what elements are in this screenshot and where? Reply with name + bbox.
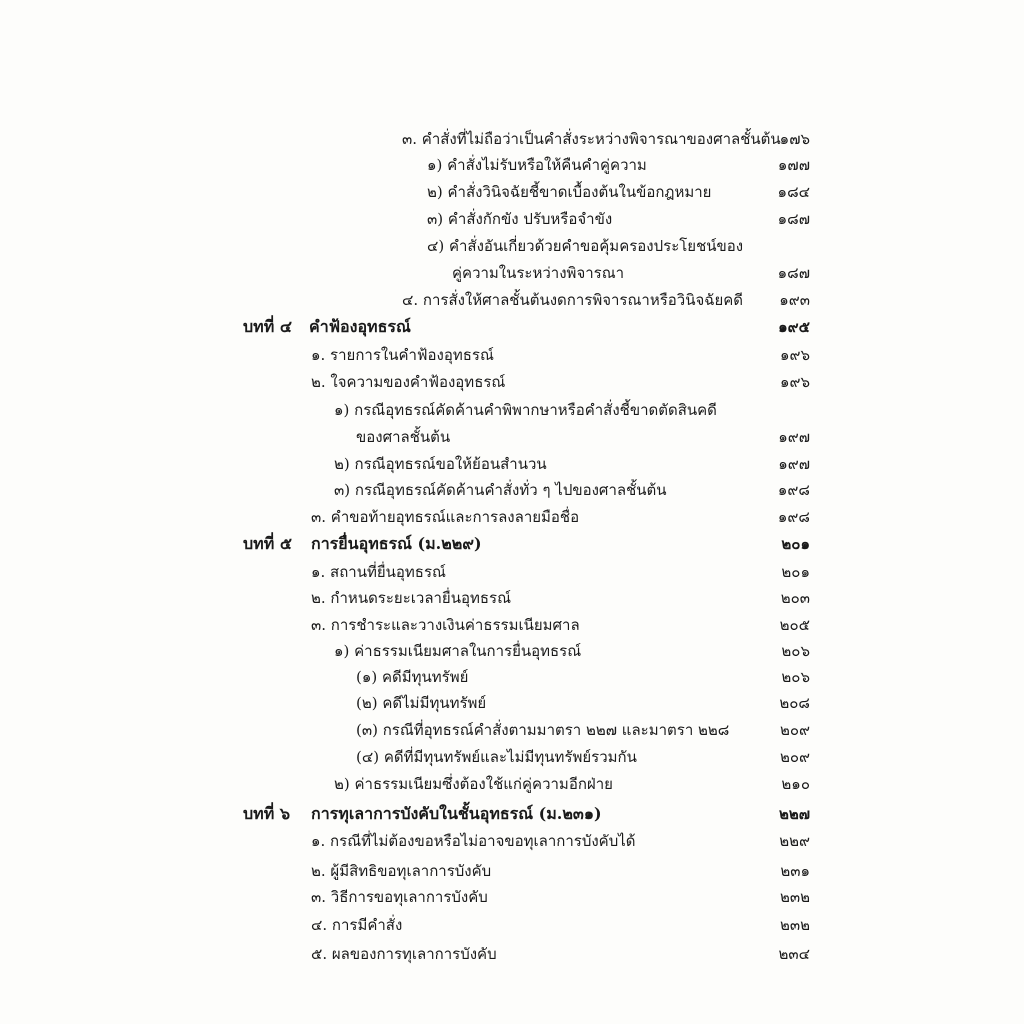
page-number: ๒๓๔ — [778, 945, 810, 963]
entry-text: ๑) คำสั่งไม่รับหรือให้คืนคำคู่ความ — [427, 156, 647, 174]
chapter-heading — [0, 531, 1024, 557]
entry-text: ๔. การมีคำสั่ง — [311, 916, 403, 934]
toc-entry — [0, 638, 1024, 664]
entry-text: (๔) คดีที่มีทุนทรัพย์และไม่มีทุนทรัพย์รวมกัน — [356, 748, 637, 766]
toc-entry — [0, 397, 1024, 423]
entry-text: ๑) กรณีอุทธรณ์คัดค้านคำพิพากษาหรือคำสั่งชี้ขาดตัดสินคดี — [334, 401, 717, 419]
page-number: ๒๒๗ — [778, 805, 810, 823]
toc-entry — [0, 260, 1024, 286]
entry-text: ๒) กรณีอุทธรณ์ขอให้ย้อนสำนวน — [334, 455, 547, 473]
page-number: ๒๐๕ — [779, 616, 810, 634]
toc-entry — [0, 912, 1024, 938]
toc-entry — [0, 451, 1024, 477]
toc-entry — [0, 884, 1024, 910]
entry-text: ๓) คำสั่งกักขัง ปรับหรือจำขัง — [427, 210, 613, 228]
toc-entry — [0, 612, 1024, 638]
entry-text: ๑) ค่าธรรมเนียมศาลในการยื่นอุทธรณ์ — [334, 642, 582, 660]
toc-entry — [0, 126, 1024, 152]
entry-text: ๓. การชำระและวางเงินค่าธรรมเนียมศาล — [311, 616, 580, 634]
page-number: ๑๙๖ — [779, 346, 810, 364]
entry-text: ๕. ผลของการทุเลาการบังคับ — [311, 945, 497, 963]
entry-text: ของศาลชั้นต้น — [356, 428, 451, 446]
page-number: ๒๐๖ — [781, 642, 810, 660]
page-number: ๒๐๑ — [781, 563, 810, 581]
page-number: ๑๙๖ — [779, 373, 810, 391]
toc-entry — [0, 369, 1024, 395]
toc-entry — [0, 233, 1024, 259]
entry-text: ๒. กำหนดระยะเวลายื่นอุทธรณ์ — [311, 589, 512, 607]
toc-entry — [0, 664, 1024, 690]
toc-entry — [0, 941, 1024, 967]
toc-entry — [0, 744, 1024, 770]
page-number: ๑๙๗ — [778, 428, 810, 446]
page-number: ๑๙๓ — [779, 291, 810, 309]
toc-entry — [0, 585, 1024, 611]
toc-entry — [0, 504, 1024, 530]
page-number: ๑๙๘ — [777, 481, 810, 499]
chapter-label: บทที่ ๖ — [243, 804, 290, 823]
page-number: ๒๐๘ — [779, 694, 810, 712]
entry-text: (๑) คดีมีทุนทรัพย์ — [356, 668, 469, 686]
page-number: ๒๓๑ — [780, 862, 810, 880]
toc-entry — [0, 771, 1024, 797]
chapter-heading — [0, 314, 1024, 340]
page-number: ๒๓๒ — [779, 888, 810, 906]
chapter-title: คำฟ้องอุทธรณ์ — [309, 317, 411, 336]
chapter-heading — [0, 801, 1024, 827]
entry-text: (๓) กรณีที่อุทธรณ์คำสั่งตามมาตรา ๒๒๗ และมาตรา ๒๒๘ — [356, 721, 730, 739]
toc-entry — [0, 206, 1024, 232]
page-number: ๑๗๖ — [779, 130, 810, 148]
toc-entry — [0, 424, 1024, 450]
chapter-label: บทที่ ๔ — [243, 317, 292, 336]
entry-text: ๓. คำขอท้ายอุทธรณ์และการลงลายมือชื่อ — [311, 508, 580, 526]
page-number: ๒๐๙ — [779, 748, 810, 766]
toc-entry — [0, 179, 1024, 205]
entry-text: ๑. รายการในคำฟ้องอุทธรณ์ — [311, 346, 494, 364]
toc-entry — [0, 717, 1024, 743]
entry-text: ๑. สถานที่ยื่นอุทธรณ์ — [311, 563, 446, 581]
toc-entry — [0, 152, 1024, 178]
page-number: ๒๓๒ — [779, 916, 810, 934]
entry-text: ๔) คำสั่งอันเกี่ยวด้วยคำขอคุ้มครองประโยชน์ของ — [427, 237, 744, 255]
entry-text: ๒. ใจความของคำฟ้องอุทธรณ์ — [311, 373, 506, 391]
page-number: ๒๑๐ — [781, 775, 810, 793]
entry-text: ๒. ผู้มีสิทธิขอทุเลาการบังคับ — [311, 862, 492, 880]
page-number: ๑๘๗ — [777, 210, 810, 228]
toc-entry — [0, 828, 1024, 854]
page-number: ๒๒๙ — [779, 832, 810, 850]
chapter-title: การทุเลาการบังคับในชั้นอุทธรณ์ (ม.๒๓๑) — [311, 804, 602, 823]
page-number: ๑๗๗ — [777, 156, 810, 174]
entry-text: ๒) คำสั่งวินิจฉัยชี้ขาดเบื้องต้นในข้อกฎหมาย — [427, 183, 712, 201]
page-number: ๒๐๑ — [781, 535, 810, 553]
page-number: ๒๐๓ — [780, 589, 810, 607]
entry-text: คู่ความในระหว่างพิจารณา — [452, 264, 625, 282]
entry-text: ๒) ค่าธรรมเนียมซึ่งต้องใช้แก่คู่ความอีกฝ่าย — [334, 775, 613, 793]
chapter-label: บทที่ ๕ — [243, 534, 292, 553]
toc-entry — [0, 690, 1024, 716]
chapter-title: การยื่นอุทธรณ์ (ม.๒๒๙) — [311, 534, 482, 553]
entry-text: ๑. กรณีที่ไม่ต้องขอหรือไม่อาจขอทุเลาการบังคับได้ — [311, 832, 636, 850]
toc-entry — [0, 342, 1024, 368]
entry-text: ๔. การสั่งให้ศาลชั้นต้นงดการพิจารณาหรือวินิจฉัยคดี — [402, 291, 744, 309]
toc-entry — [0, 559, 1024, 585]
toc-entry — [0, 287, 1024, 313]
page-number: ๑๙๗ — [778, 455, 810, 473]
toc-entry — [0, 858, 1024, 884]
page-number: ๑๘๗ — [777, 264, 810, 282]
page-number: ๒๐๙ — [779, 721, 810, 739]
entry-text: (๒) คดีไม่มีทุนทรัพย์ — [356, 694, 487, 712]
page-number: ๒๐๖ — [781, 668, 810, 686]
page-number: ๑๙๘ — [777, 508, 810, 526]
page-number: ๑๙๕ — [778, 318, 810, 336]
entry-text: ๓. วิธีการขอทุเลาการบังคับ — [311, 888, 488, 906]
toc-entry — [0, 477, 1024, 503]
page-number: ๑๘๔ — [777, 183, 810, 201]
entry-text: ๓. คำสั่งที่ไม่ถือว่าเป็นคำสั่งระหว่างพิจารณาของศาลชั้นต้น — [402, 130, 781, 148]
entry-text: ๓) กรณีอุทธรณ์คัดค้านคำสั่งทั่ว ๆ ไปของศาลชั้นต้น — [334, 481, 667, 499]
